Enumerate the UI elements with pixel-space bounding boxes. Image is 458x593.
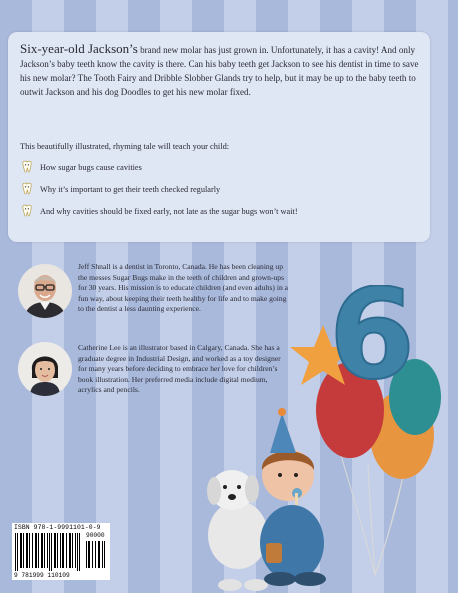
synopsis bbox=[20, 42, 420, 99]
isbn-barcode bbox=[12, 523, 110, 580]
tooth-icon bbox=[20, 182, 34, 196]
barcode-bars bbox=[14, 533, 108, 571]
synopsis-text: brand new molar has just grown in. Unfortunately, it has a cavity! And only Jackson’s baby teeth know the cavity is there. Can his baby teeth get Jackson to see his dentist in time to save his new molar? The Tooth Fairy and Dribble Slobber Glands try to help, but it may be up to the baby teeth to outwit Jackson and his dog Doodles to get his new molar fixed. bbox=[20, 45, 419, 97]
author-bio: Jeff Shnall is a dentist in Toronto, Canada. He has been cleaning up the messes Sugar Bugs make in the teeth of children and grown-ups for 30 years. His mission is to educate children (and even adults) in a fun way, about keeping their teeth healthy for life and to make going to the dentist a less daunting experience. bbox=[78, 262, 289, 314]
bullet-text: Why it’s important to get their teeth checked regularly bbox=[40, 184, 221, 194]
isbn-text: ISBN 978-1-9991101-0-9 bbox=[14, 524, 101, 531]
bullet-text: How sugar bugs cause cavities bbox=[40, 162, 142, 172]
dog bbox=[207, 470, 268, 591]
description-panel bbox=[8, 32, 430, 242]
tooth-icon bbox=[20, 160, 34, 174]
number-balloon: 6 bbox=[328, 285, 416, 407]
boy bbox=[260, 408, 326, 586]
bullet-item bbox=[20, 204, 298, 218]
illustrator-photo bbox=[18, 342, 72, 396]
illustrator-bio: Catherine Lee is an illustrator based in Calgary, Canada. She has a graduate degree in Industrial Design, and worked as a toy designer for many years before deciding to embrace her love for children’s book illustration. Her preferred media include digital medium, acrylics and pencils. bbox=[78, 343, 281, 395]
price-code: 90000 bbox=[86, 532, 105, 539]
cover-illustration bbox=[200, 285, 458, 593]
bullet-text: And why cavities should be fixed early, not late as the sugar bugs won’t wait! bbox=[40, 206, 298, 216]
bullet-item bbox=[20, 160, 142, 174]
author-photo bbox=[18, 264, 72, 318]
barcode-number: 9 781999 110109 bbox=[14, 572, 70, 579]
bullet-item bbox=[20, 182, 220, 196]
synopsis-lead: Six-year-old Jackson’s bbox=[20, 41, 138, 56]
tooth-icon bbox=[20, 204, 34, 218]
teach-heading: This beautifully illustrated, rhyming tale will teach your child: bbox=[20, 142, 230, 151]
